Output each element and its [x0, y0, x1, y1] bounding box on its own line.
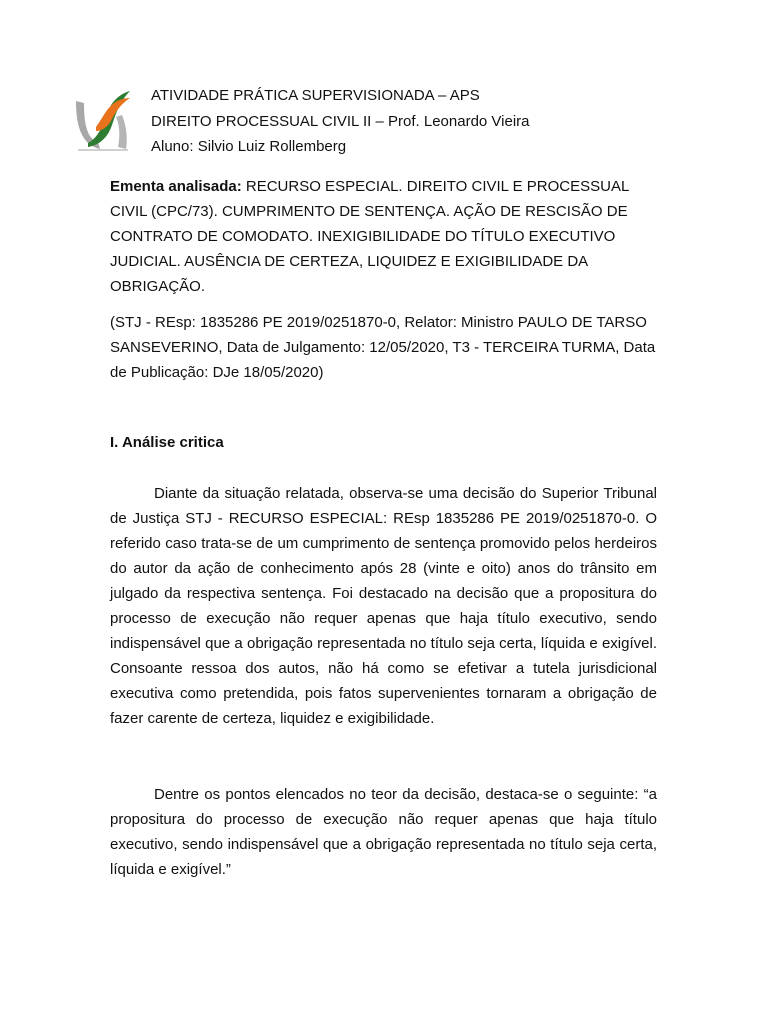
analysis-paragraph-2: Dentre os pontos elencados no teor da decisão, destaca-se o seguinte: “a propositura do processo de execução não requer apenas que haja título executivo, sendo indispensável que a obrigação representada no título seja certa, líquida e exigível.” [110, 786, 657, 878]
document-header [151, 83, 530, 160]
ementa-paragraph [110, 174, 657, 299]
header-student: Aluno: Silvio Luiz Rollemberg [151, 138, 347, 155]
university-logo-icon [74, 87, 132, 153]
analysis-paragraph-1: Diante da situação relatada, observa-se uma decisão do Superior Tribunal de Justiça STJ - RECURSO ESPECIAL: REsp 1835286 PE 2019/0251870-0. O referido caso trata-se de um cumprimento de sentença promovido pelos herdeiros do autor da ação de conhecimento após 28 (vinte e oito) anos do trânsito em julgado da respectiva sentença. Foi destacado na decisão que a propositura do processo de execução não requer apenas que haja título executivo, sendo indispensável que a obrigação representada no título seja certa, líquida e exigível. Consoante ressoa dos autos, não há como se efetivar a tutela jurisdicional executiva como pretendida, pois fatos supervenientes tornaram a obrigação de fazer carente de certeza, liquidez e exigibilidade. [110, 485, 657, 727]
ementa-text: RECURSO ESPECIAL. DIREITO CIVIL E PROCESSUAL CIVIL (CPC/73). CUMPRIMENTO DE SENTENÇA. AÇÃO DE RESCISÃO DE CONTRATO DE COMODATO. INEXIGIBILIDADE DO TÍTULO EXECUTIVO JUDICIAL. AUSÊNCIA DE CERTEZA, LIQUIDEZ E EXIGIBILIDADE DA OBRIGAÇÃO. [110, 178, 629, 295]
section-title: I. Análise critica [110, 434, 224, 451]
header-activity-title: ATIVIDADE PRÁTICA SUPERVISIONADA – APS [151, 87, 480, 104]
header-course: DIREITO PROCESSUAL CIVIL II – Prof. Leonardo Vieira [151, 112, 530, 130]
citation-paragraph: (STJ - REsp: 1835286 PE 2019/0251870-0, Relator: Ministro PAULO DE TARSO SANSEVERINO, Data de Julgamento: 12/05/2020, T3 - TERCEIRA TURMA, Data de Publicação: DJe 18/05/2020) [110, 314, 656, 381]
ementa-label: Ementa analisada: [110, 178, 242, 195]
